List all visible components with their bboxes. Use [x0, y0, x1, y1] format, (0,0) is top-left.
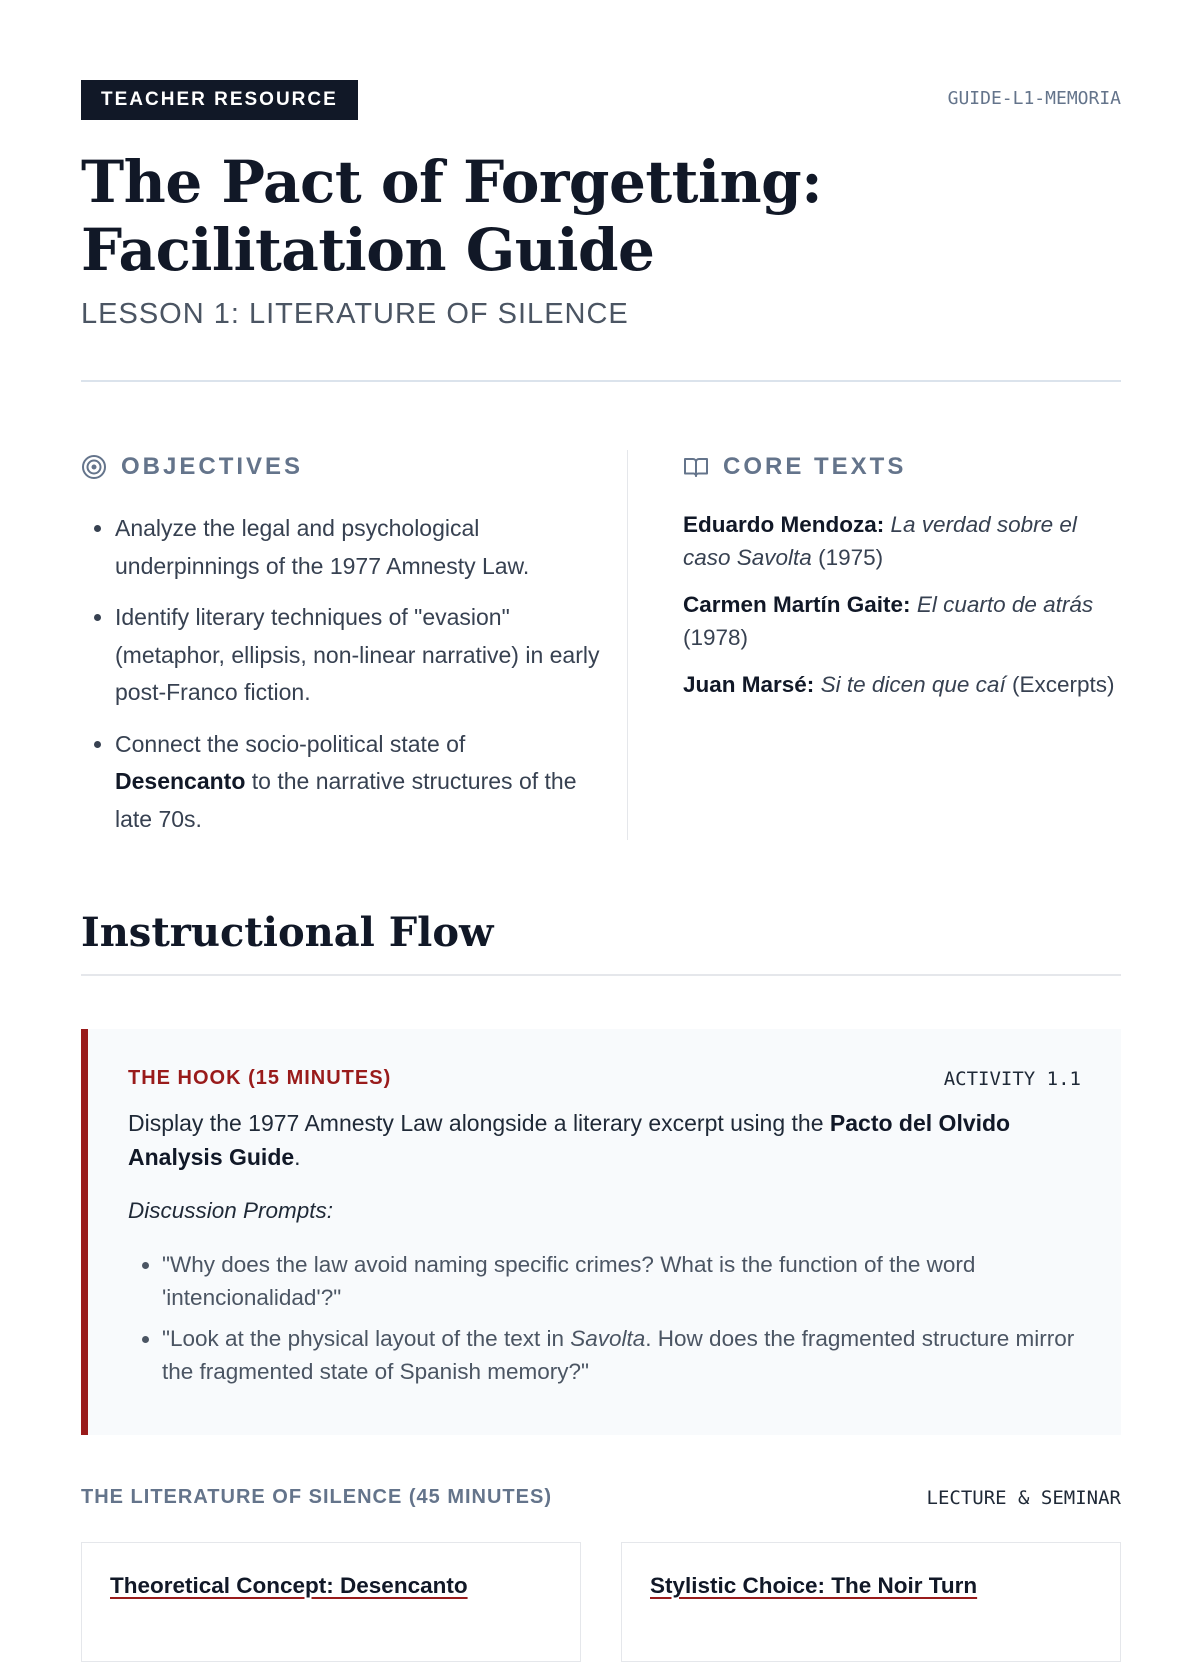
activity-code: ACTIVITY 1.1 — [943, 1067, 1081, 1090]
hook-activity-card — [81, 1029, 1121, 1435]
header-divider — [81, 380, 1121, 382]
discussion-prompts-list — [128, 1248, 1081, 1388]
instructional-flow-title: Instructional Flow — [81, 909, 494, 956]
objectives-section — [81, 450, 601, 852]
text-work: El cuarto de atrás — [916, 592, 1094, 617]
hook-header — [128, 1067, 1081, 1090]
core-texts-section — [683, 450, 1121, 715]
hook-label: THE HOOK (15 MINUTES) — [128, 1067, 392, 1089]
core-text-item — [683, 508, 1121, 574]
objective-keyword: Desencanto — [115, 768, 246, 794]
text-author: Juan Marsé: — [683, 672, 815, 697]
hook-guide-name: Pacto del Olvido Analysis Guide — [128, 1110, 1011, 1170]
objective-text: to the narrative structures of the late 70s. — [115, 768, 577, 832]
text-note: (Excerpts) — [1011, 672, 1115, 697]
text-author: Eduardo Mendoza: — [683, 512, 885, 537]
hook-text: Display the 1977 Amnesty Law alongside a literary excerpt using the — [128, 1110, 830, 1136]
objectives-heading — [81, 450, 601, 484]
discussion-prompt — [162, 1322, 1081, 1388]
objectives-heading-label: OBJECTIVES — [121, 453, 304, 480]
book-icon — [683, 454, 709, 480]
column-divider — [627, 450, 628, 840]
card-title: Stylistic Choice: The Noir Turn — [650, 1573, 978, 1598]
text-work: La verdad sobre el caso Savolta — [683, 512, 1077, 570]
core-text-item — [683, 588, 1121, 654]
section-format: LECTURE & SEMINAR — [926, 1486, 1121, 1509]
concept-card — [621, 1542, 1121, 1662]
flow-divider — [81, 974, 1121, 976]
core-text-item — [683, 668, 1121, 701]
hook-text: . — [294, 1144, 301, 1170]
text-author: Carmen Martín Gaite: — [683, 592, 911, 617]
core-texts-heading-label: CORE TEXTS — [723, 453, 907, 480]
prompt-text: . How does the fragmented structure mirror the fragmented state of Spanish memory?" — [162, 1326, 1075, 1384]
objective-item — [115, 726, 601, 839]
page-title: The Pact of Forgetting: Facilitation Guide — [81, 148, 823, 284]
text-note: (1978) — [683, 625, 749, 650]
card-title: Theoretical Concept: Desencanto — [110, 1573, 468, 1598]
objective-item: • Analyze the legal and psychological underpinnings of the 1977 Amnesty Law. — [115, 510, 601, 585]
hook-description — [128, 1106, 1081, 1174]
concept-card — [81, 1542, 581, 1662]
document-id: GUIDE-L1-MEMORIA — [947, 88, 1121, 109]
objective-text: Connect the socio-political state of — [115, 730, 466, 757]
prompt-work-title: Savolta — [570, 1326, 646, 1351]
lesson-subtitle: LESSON 1: LITERATURE OF SILENCE — [81, 298, 629, 330]
core-texts-heading — [683, 450, 1121, 484]
objective-item: • Identify literary techniques of "evasion" (metaphor, ellipsis, non-linear narrative) in early post-Franco fiction. — [115, 599, 601, 712]
resource-tag: TEACHER RESOURCE — [81, 80, 358, 120]
discussion-prompts-label: Discussion Prompts: — [128, 1198, 334, 1223]
core-texts-list — [683, 508, 1121, 701]
section-title: THE LITERATURE OF SILENCE (45 MINUTES) — [81, 1486, 552, 1508]
text-work: Si te dicen que caí — [820, 672, 1006, 697]
text-note: (1975) — [818, 545, 884, 570]
target-icon — [81, 454, 107, 480]
objectives-list — [81, 510, 601, 838]
discussion-prompt: • "Why does the law avoid naming specific crimes? What is the function of the word 'intencionalidad'?" — [162, 1248, 1081, 1314]
prompt-text: "Look at the physical layout of the text in — [162, 1326, 571, 1351]
section-header — [81, 1486, 1121, 1509]
